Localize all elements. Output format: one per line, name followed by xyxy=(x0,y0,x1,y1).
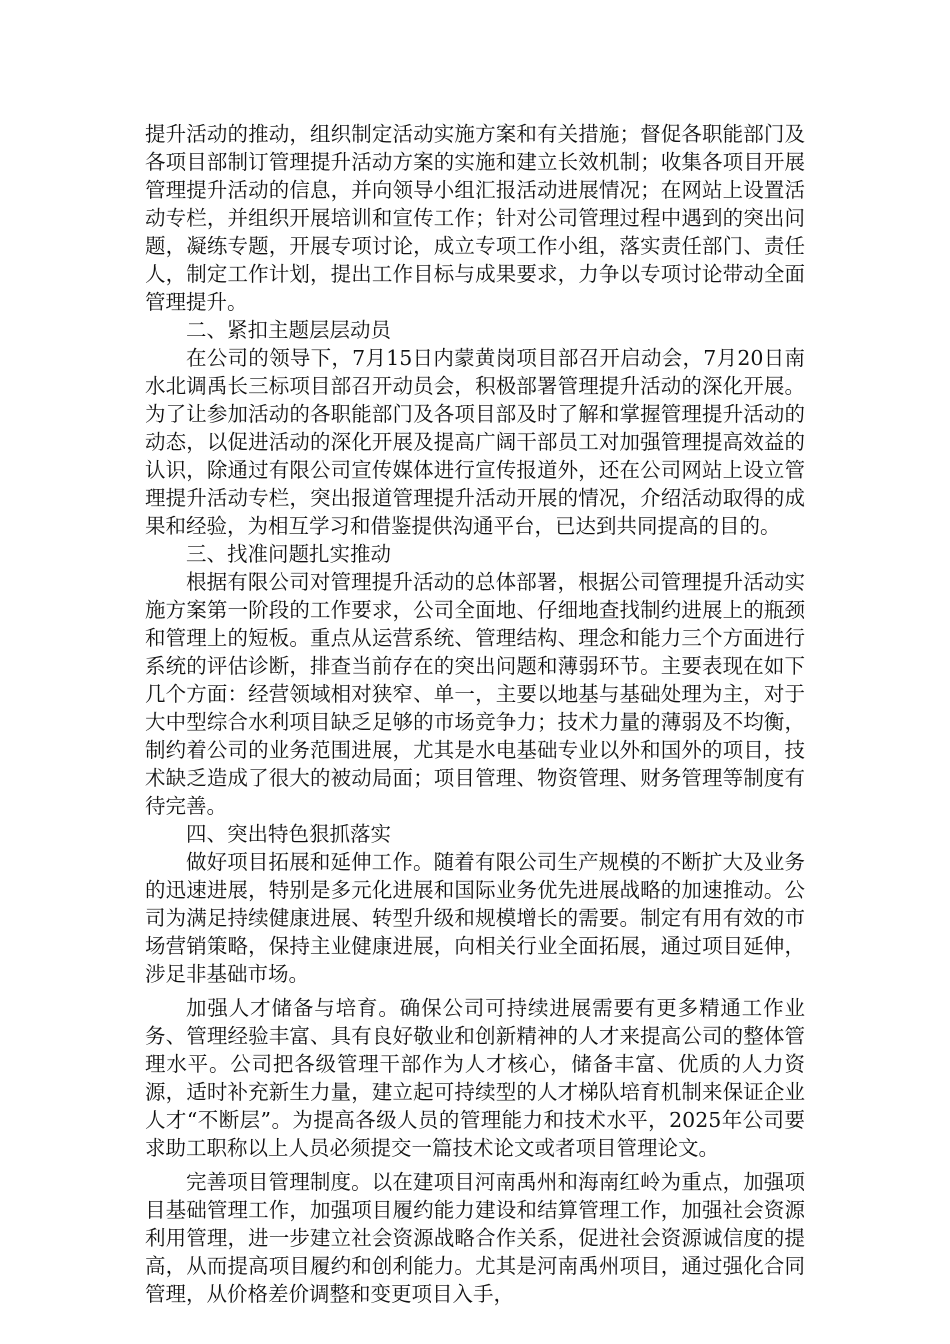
section-heading-2: 二、紧扣主题层层动员 xyxy=(186,318,391,342)
document-page xyxy=(145,120,805,1308)
section-heading-4: 四、突出特色狠抓落实 xyxy=(186,822,391,846)
paragraph-project-expansion: 做好项目拓展和延伸工作。随着有限公司生产规模的不断扩大及业务的迅速进展，特别是多元化进展和国际业务优先进展战略的加速推动。公司为满足持续健康进展、转型升级和规模增长的需要。制定有用有效的市场营销策略，保持主业健康进展，向相关行业全面拓展，通过项目延伸，涉足非基础市场。 xyxy=(145,850,805,986)
paragraph-project-management: 完善项目管理制度。以在建项目河南禹州和海南红岭为重点，加强项目基础管理工作，加强项目履约能力建设和结算管理工作，加强社会资源利用管理，进一步建立社会资源战略合作关系，促进社会资源诚信度的提高，从而提高项目履约和创利能力。尤其是河南禹州项目，通过强化合同管理，从价格差价调整和变更项目入手， xyxy=(145,1170,805,1306)
paragraph-mobilization: 在公司的领导下，7月15日内蒙黄岗项目部召开启动会，7月20日南水北调禹长三标项目部召开动员会，积极部署管理提升活动的深化开展。为了让参加活动的各职能部门及各项目部及时了解和掌握管理提升活动的动态，以促进活动的深化开展及提高广阔干部员工对加强管理提高效益的认识，除通过有限公司宣传媒体进行宣传报道外，还在公司网站上设立管理提升活动专栏，突出报道管理提升活动开展的情况，介绍活动取得的成果和经验，为相互学习和借鉴提供沟通平台，已达到共同提高的目的。 xyxy=(145,346,805,538)
section-heading-3: 三、找准问题扎实推动 xyxy=(186,542,391,566)
paragraph-talent-training: 加强人才储备与培育。确保公司可持续进展需要有更多精通工作业务、管理经验丰富、具有良好敬业和创新精神的人才来提高公司的整体管理水平。公司把各级管理干部作为人才核心，储备丰富、优质的人力资源，适时补充新生力量，建立起可持续型的人才梯队培育机制来保证企业人才“不断层”。为提高各级人员的管理能力和技术水平，2025年公司要求助工职称以上人员必须提交一篇技术论文或者项目管理论文。 xyxy=(145,996,805,1160)
paragraph-intro-continued: 提升活动的推动，组织制定活动实施方案和有关措施；督促各职能部门及各项目部制订管理提升活动方案的实施和建立长效机制；收集各项目开展管理提升活动的信息，并向领导小组汇报活动进展情况；在网站上设置活动专栏，并组织开展培训和宣传工作；针对公司管理过程中遇到的突出问题，凝练专题，开展专项讨论，成立专项工作小组，落实责任部门、责任人，制定工作计划，提出工作目标与成果要求，力争以专项讨论带动全面管理提升。 xyxy=(145,122,805,314)
paragraph-problems: 根据有限公司对管理提升活动的总体部署，根据公司管理提升活动实施方案第一阶段的工作要求，公司全面地、仔细地查找制约进展上的瓶颈和管理上的短板。重点从运营系统、管理结构、理念和能力三个方面进行系统的评估诊断，排查当前存在的突出问题和薄弱环节。主要表现在如下几个方面：经营领域相对狭窄、单一，主要以地基与基础处理为主，对于大中型综合水利项目缺乏足够的市场竞争力；技术力量的薄弱及不均衡，制约着公司的业务范围进展，尤其是水电基础专业以外和国外的项目，技术缺乏造成了很大的被动局面；项目管理、物资管理、财务管理等制度有待完善。 xyxy=(145,570,805,818)
